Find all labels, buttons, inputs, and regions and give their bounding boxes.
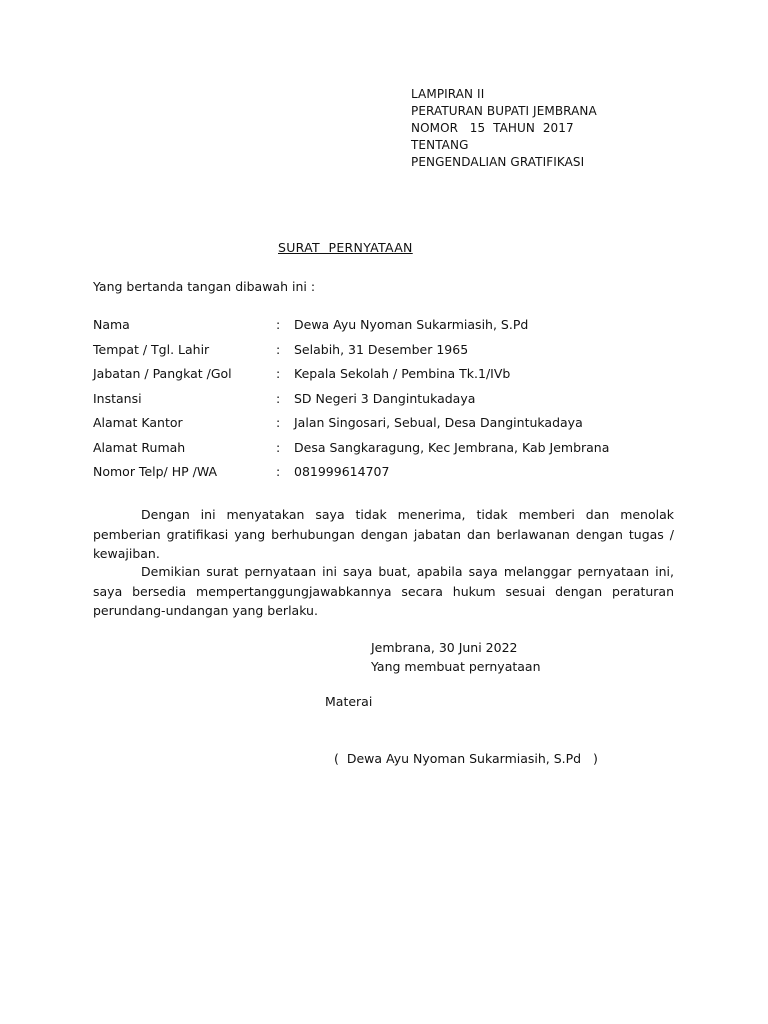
field-colon: :: [276, 317, 281, 332]
field-label: Nomor Telp/ HP /WA: [93, 464, 218, 479]
field-row-position: [93, 365, 693, 390]
header-line-attachment: LAMPIRAN II: [411, 87, 485, 101]
field-row-home-address: [93, 439, 693, 464]
field-label: Alamat Kantor: [93, 415, 183, 430]
signer-name: ( Dewa Ayu Nyoman Sukarmiasih, S.Pd ): [334, 751, 598, 766]
field-row-birth: [93, 341, 693, 366]
field-row-phone: [93, 463, 693, 488]
intro-text: Yang bertanda tangan dibawah ini :: [93, 279, 316, 294]
field-label: Tempat / Tgl. Lahir: [93, 341, 210, 357]
field-value: Kepala Sekolah / Pembina Tk.1/IVb: [294, 366, 511, 381]
field-value: Selabih, 31 Desember 1965: [294, 341, 469, 357]
header-line-about: TENTANG: [411, 138, 469, 152]
document-title: SURAT PERNYATAAN: [278, 240, 413, 255]
header-line-regulation: PERATURAN BUPATI JEMBRANA: [411, 104, 597, 118]
field-label: Alamat Rumah: [93, 439, 186, 455]
field-row-name: [93, 316, 693, 341]
field-colon: :: [276, 439, 281, 455]
field-colon: :: [276, 341, 281, 357]
field-colon: :: [276, 415, 281, 430]
field-value: Dewa Ayu Nyoman Sukarmiasih, S.Pd: [294, 317, 529, 332]
field-row-office-address: [93, 414, 693, 439]
header-line-number: NOMOR 15 TAHUN 2017: [411, 121, 574, 135]
field-value: Desa Sangkaragung, Kec Jembrana, Kab Jembrana: [294, 439, 610, 455]
field-value: 081999614707: [294, 464, 390, 479]
field-colon: :: [276, 390, 281, 406]
field-value: Jalan Singosari, Sebual, Desa Dangintukadaya: [294, 415, 583, 430]
field-value: SD Negeri 3 Dangintukadaya: [294, 390, 476, 406]
place-date: Jembrana, 30 Juni 2022: [371, 640, 518, 655]
signature-block: [371, 638, 541, 676]
header-line-subject: PENGENDALIAN GRATIFIKASI: [411, 155, 585, 169]
field-label: Instansi: [93, 390, 142, 406]
field-label: Nama: [93, 317, 130, 332]
closing-paragraph: Demikian surat pernyataan ini saya buat, apabila saya melanggar pernyataan ini, saya bersedia mempertanggungjawabkannya secara hukum sesuai dengan peraturan perundang-undangan yang berlaku.: [93, 564, 674, 618]
stamp-label: Materai: [325, 694, 373, 709]
statement-paragraph: Dengan ini menyatakan saya tidak menerima, tidak memberi dan menolak pemberian gratifikasi yang berhubungan dengan jabatan dan berlawanan dengan tugas / kewajiban.: [93, 507, 674, 561]
identity-fields: [93, 316, 693, 488]
maker-label: Yang membuat pernyataan: [371, 659, 541, 674]
field-colon: :: [276, 464, 281, 479]
field-colon: :: [276, 366, 281, 381]
attachment-header: [411, 86, 597, 171]
field-row-institution: [93, 390, 693, 415]
field-label: Jabatan / Pangkat /Gol: [93, 366, 232, 381]
